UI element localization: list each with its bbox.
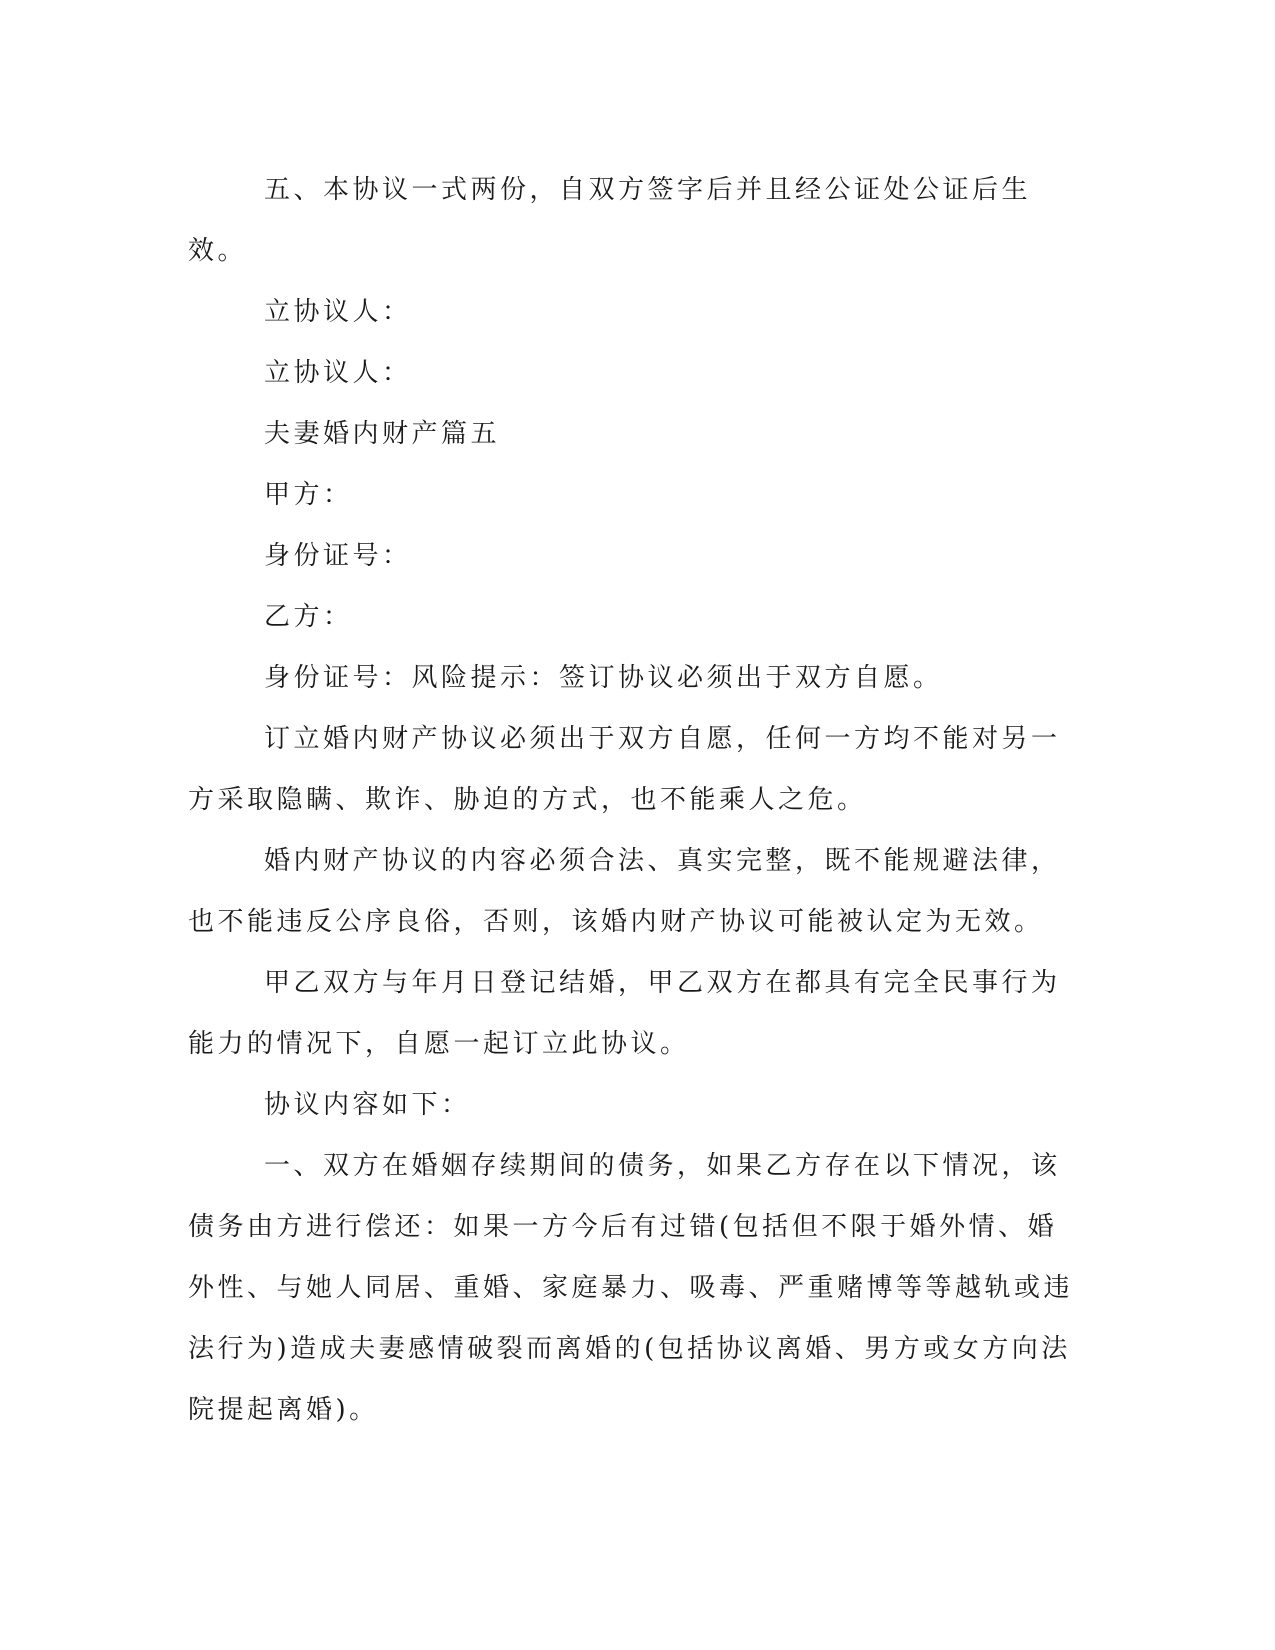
paragraph-party-a: 甲方：	[264, 480, 353, 510]
document-body	[188, 160, 1074, 1441]
paragraph-id-number-b-risk: 身份证号：风险提示：签订协议必须出于双方自愿。	[264, 663, 943, 693]
paragraph-signatory-2: 立协议人：	[264, 358, 412, 388]
paragraph-id-number-a: 身份证号：	[264, 541, 412, 571]
paragraph-signatory-1: 立协议人：	[264, 297, 412, 327]
paragraph-marriage-registration: 甲乙双方与年月日登记结婚，甲乙双方在都具有完全民事行为能力的情况下，自愿一起订立此协议。	[188, 968, 1061, 1059]
section-heading: 夫妻婚内财产篇五	[264, 419, 501, 449]
paragraph-clause-five: 五、本协议一式两份，自双方签字后并且经公证处公证后生效。	[188, 175, 1032, 266]
paragraph-party-b: 乙方：	[264, 602, 353, 632]
paragraph-clause-one: 一、双方在婚姻存续期间的债务，如果乙方存在以下情况，该债务由方进行偿还：如果一方今后有过错(包括但不限于婚外情、婚外性、与她人同居、重婚、家庭暴力、吸毒、严重赌博等等越轨或违法行为)造成夫妻感情破裂而离婚的(包括协议离婚、男方或女方向法院提起离婚)。	[188, 1151, 1074, 1425]
paragraph-voluntary: 订立婚内财产协议必须出于双方自愿，任何一方均不能对另一方采取隐瞒、欺诈、胁迫的方式，也不能乘人之危。	[188, 724, 1061, 815]
paragraph-legality: 婚内财产协议的内容必须合法、真实完整，既不能规避法律，也不能违反公序良俗，否则，该婚内财产协议可能被认定为无效。	[188, 846, 1061, 937]
paragraph-content-intro: 协议内容如下：	[264, 1090, 471, 1120]
